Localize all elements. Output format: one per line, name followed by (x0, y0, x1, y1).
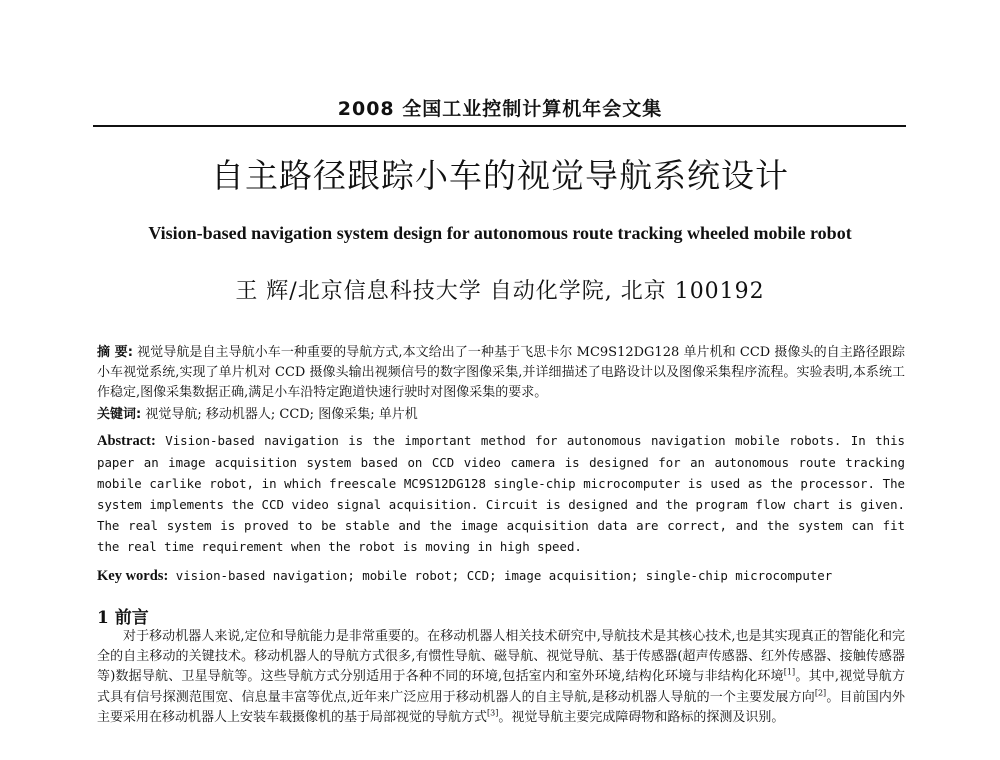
author-affiliation: 王 辉/北京信息科技大学 自动化学院, 北京 100192 (235, 279, 765, 304)
section-heading: 1 前言 (97, 608, 149, 628)
abstract-en-text: Vision-based navigation is the important method for autonomous navigation mobile robots. In this paper an image acquisition system based on CCD video camera is designed for an autonomous route tracking mobile carlike robot, in which freescale MC9S12DG128 single-chip microcomputer is used as the processor. The system implements the CCD video signal acquisition. Circuit is designed and the program flow chart is given. The real system is proved to be stable and the image acquisition data are correct, and the system can fit the real time requirement when the robot is moving in high speed. (97, 433, 905, 554)
keywords-en (97, 565, 905, 587)
citation-ref: [3] (487, 708, 499, 718)
keywords-en-label: Key words: (97, 568, 169, 584)
section-body (97, 627, 905, 728)
abstract-cn (97, 343, 905, 403)
body-text-4: 。视觉导航主要完成障碍物和路标的探测及识别。 (498, 709, 785, 725)
body-text-3: 。目前国内外主要采用在移动机器人上安装车载摄像机的基于局部视觉的导航方式 (97, 689, 905, 725)
citation-ref: [1] (783, 668, 796, 678)
abstract-en-label: Abstract: (97, 433, 156, 449)
paper-title-en: Vision-based navigation system design for autonomous route tracking wheeled mobile robot (148, 223, 852, 243)
abstract-cn-label: 摘 要: (97, 345, 133, 360)
keywords-en-text: vision-based navigation; mobile robot; CCD; image acquisition; single-chip microcomputer (175, 568, 833, 583)
body-text-2: 。其中,视觉导航方式具有信号探测范围宽、信息量丰富等优点,近年来广泛应用于移动机器人的自主导航,是移动机器人导航的一个主要发展方向 (97, 669, 905, 705)
abstract-cn-text: 视觉导航是自主导航小车一种重要的导航方式,本文给出了一种基于飞思卡尔 MC9S12DG128 单片机和 CCD 摄像头的自主路径跟踪小车视觉系统,实现了单片机对 CCD 摄像头输出视频信号的数字图像采集,并详细描述了电路设计以及图像采集程序流程。实验表明,本系统工作稳定,图像采集数据正确,满足小车沿特定跑道快速行驶时对图像采集的要求。 (97, 345, 905, 400)
citation-ref: [2] (814, 688, 827, 698)
proceedings-header: 2008 全国工业控制计算机年会文集 (337, 98, 663, 120)
keywords-cn-text: 视觉导航; 移动机器人; CCD; 图像采集; 单片机 (145, 407, 418, 422)
keywords-cn-label: 关键词: (97, 407, 142, 422)
header-rule (93, 125, 906, 127)
body-text-1: 对于移动机器人来说,定位和导航能力是非常重要的。在移动机器人相关技术研究中,导航技术是其核心技术,也是其实现真正的智能化和完全的自主移动的关键技术。移动机器人的导航方式很多,有惯性导航、磁导航、视觉导航、基于传感器(超声传感器、红外传感器、接触传感器等)数据导航、卫星导航等。这些导航方式分别适用于各种不同的环境,包括室内和室外环境,结构化环境与非结构化环境 (97, 629, 905, 685)
abstract-en (97, 430, 905, 557)
paper-title-cn: 自主路径跟踪小车的视觉导航系统设计 (211, 156, 789, 195)
keywords-cn (97, 405, 905, 425)
